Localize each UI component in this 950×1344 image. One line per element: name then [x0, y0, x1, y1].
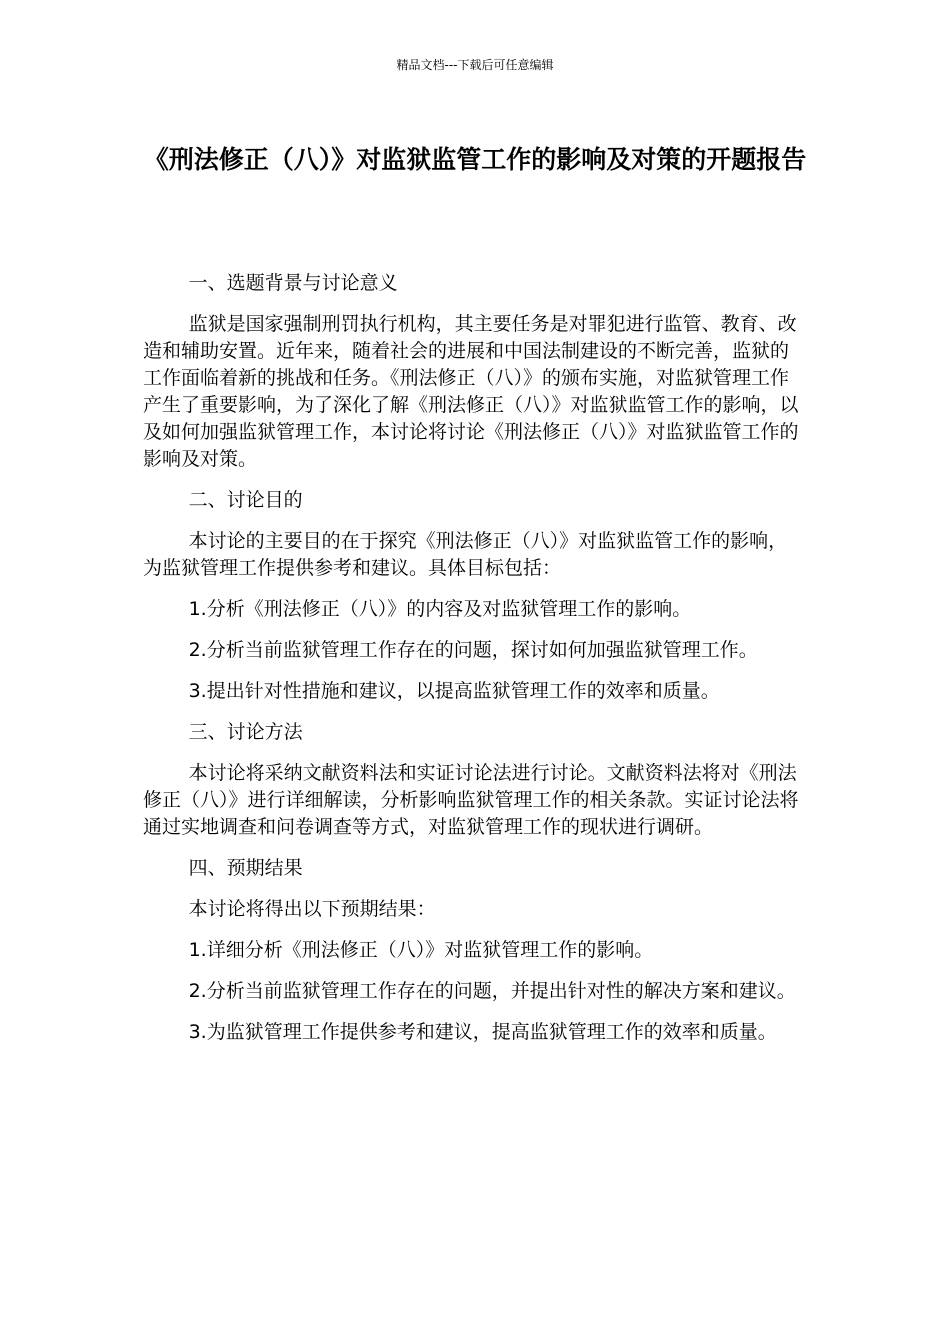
paragraph-background: 监狱是国家强制刑罚执行机构，其主要任务是对罪犯进行监管、教育、改造和辅助安置。近年来，随着社会的进展和中国法制建设的不断完善，监狱的工作面临着新的挑战和任务。《刑法修正（八）》的颁布实施，对监狱管理工作产生了重要影响，为了深化了解《刑法修正（八）》对监狱监管工作的影响，以及如何加强监狱管理工作，本讨论将讨论《刑法修正（八）》对监狱监管工作的影响及对策。 [143, 313, 799, 470]
list-item-purpose-2: 2.分析当前监狱管理工作存在的问题，探讨如何加强监狱管理工作。 [188, 639, 758, 661]
section-heading-method: 三、讨论方法 [188, 721, 303, 743]
section-heading-results: 四、预期结果 [188, 857, 303, 879]
list-item-results-3: 3.为监狱管理工作提供参考和建议，提高监狱管理工作的效率和质量。 [188, 1021, 777, 1043]
paragraph-method: 本讨论将采纳文献资料法和实证讨论法进行讨论。文献资料法将对《刑法修正（八）》进行详细解读，分析影响监狱管理工作的相关条款。实证讨论法将通过实地调查和问卷调查等方式，对监狱管理工作的现状进行调研。 [143, 762, 799, 838]
list-item-results-1: 1.详细分析《刑法修正（八）》对监狱管理工作的影响。 [188, 939, 654, 961]
document-body [143, 270, 803, 1060]
list-item-purpose-1: 1.分析《刑法修正（八）》的内容及对监狱管理工作的影响。 [188, 598, 692, 620]
header-note: 精品文档---下载后可任意编辑 [396, 58, 554, 72]
paragraph-purpose: 本讨论的主要目的在于探究《刑法修正（八）》对监狱监管工作的影响，为监狱管理工作提供参考和建议。具体目标包括： [143, 530, 788, 579]
section-heading-purpose: 二、讨论目的 [188, 489, 303, 511]
paragraph-results: 本讨论将得出以下预期结果： [188, 898, 436, 920]
list-item-purpose-3: 3.提出针对性措施和建议，以提高监狱管理工作的效率和质量。 [188, 680, 720, 702]
section-heading-background: 一、选题背景与讨论意义 [188, 272, 398, 294]
document-title: 《刑法修正（八）》对监狱监管工作的影响及对策的开题报告 [143, 145, 807, 174]
list-item-results-2: 2.分析当前监狱管理工作存在的问题，并提出针对性的解决方案和建议。 [188, 980, 796, 1002]
